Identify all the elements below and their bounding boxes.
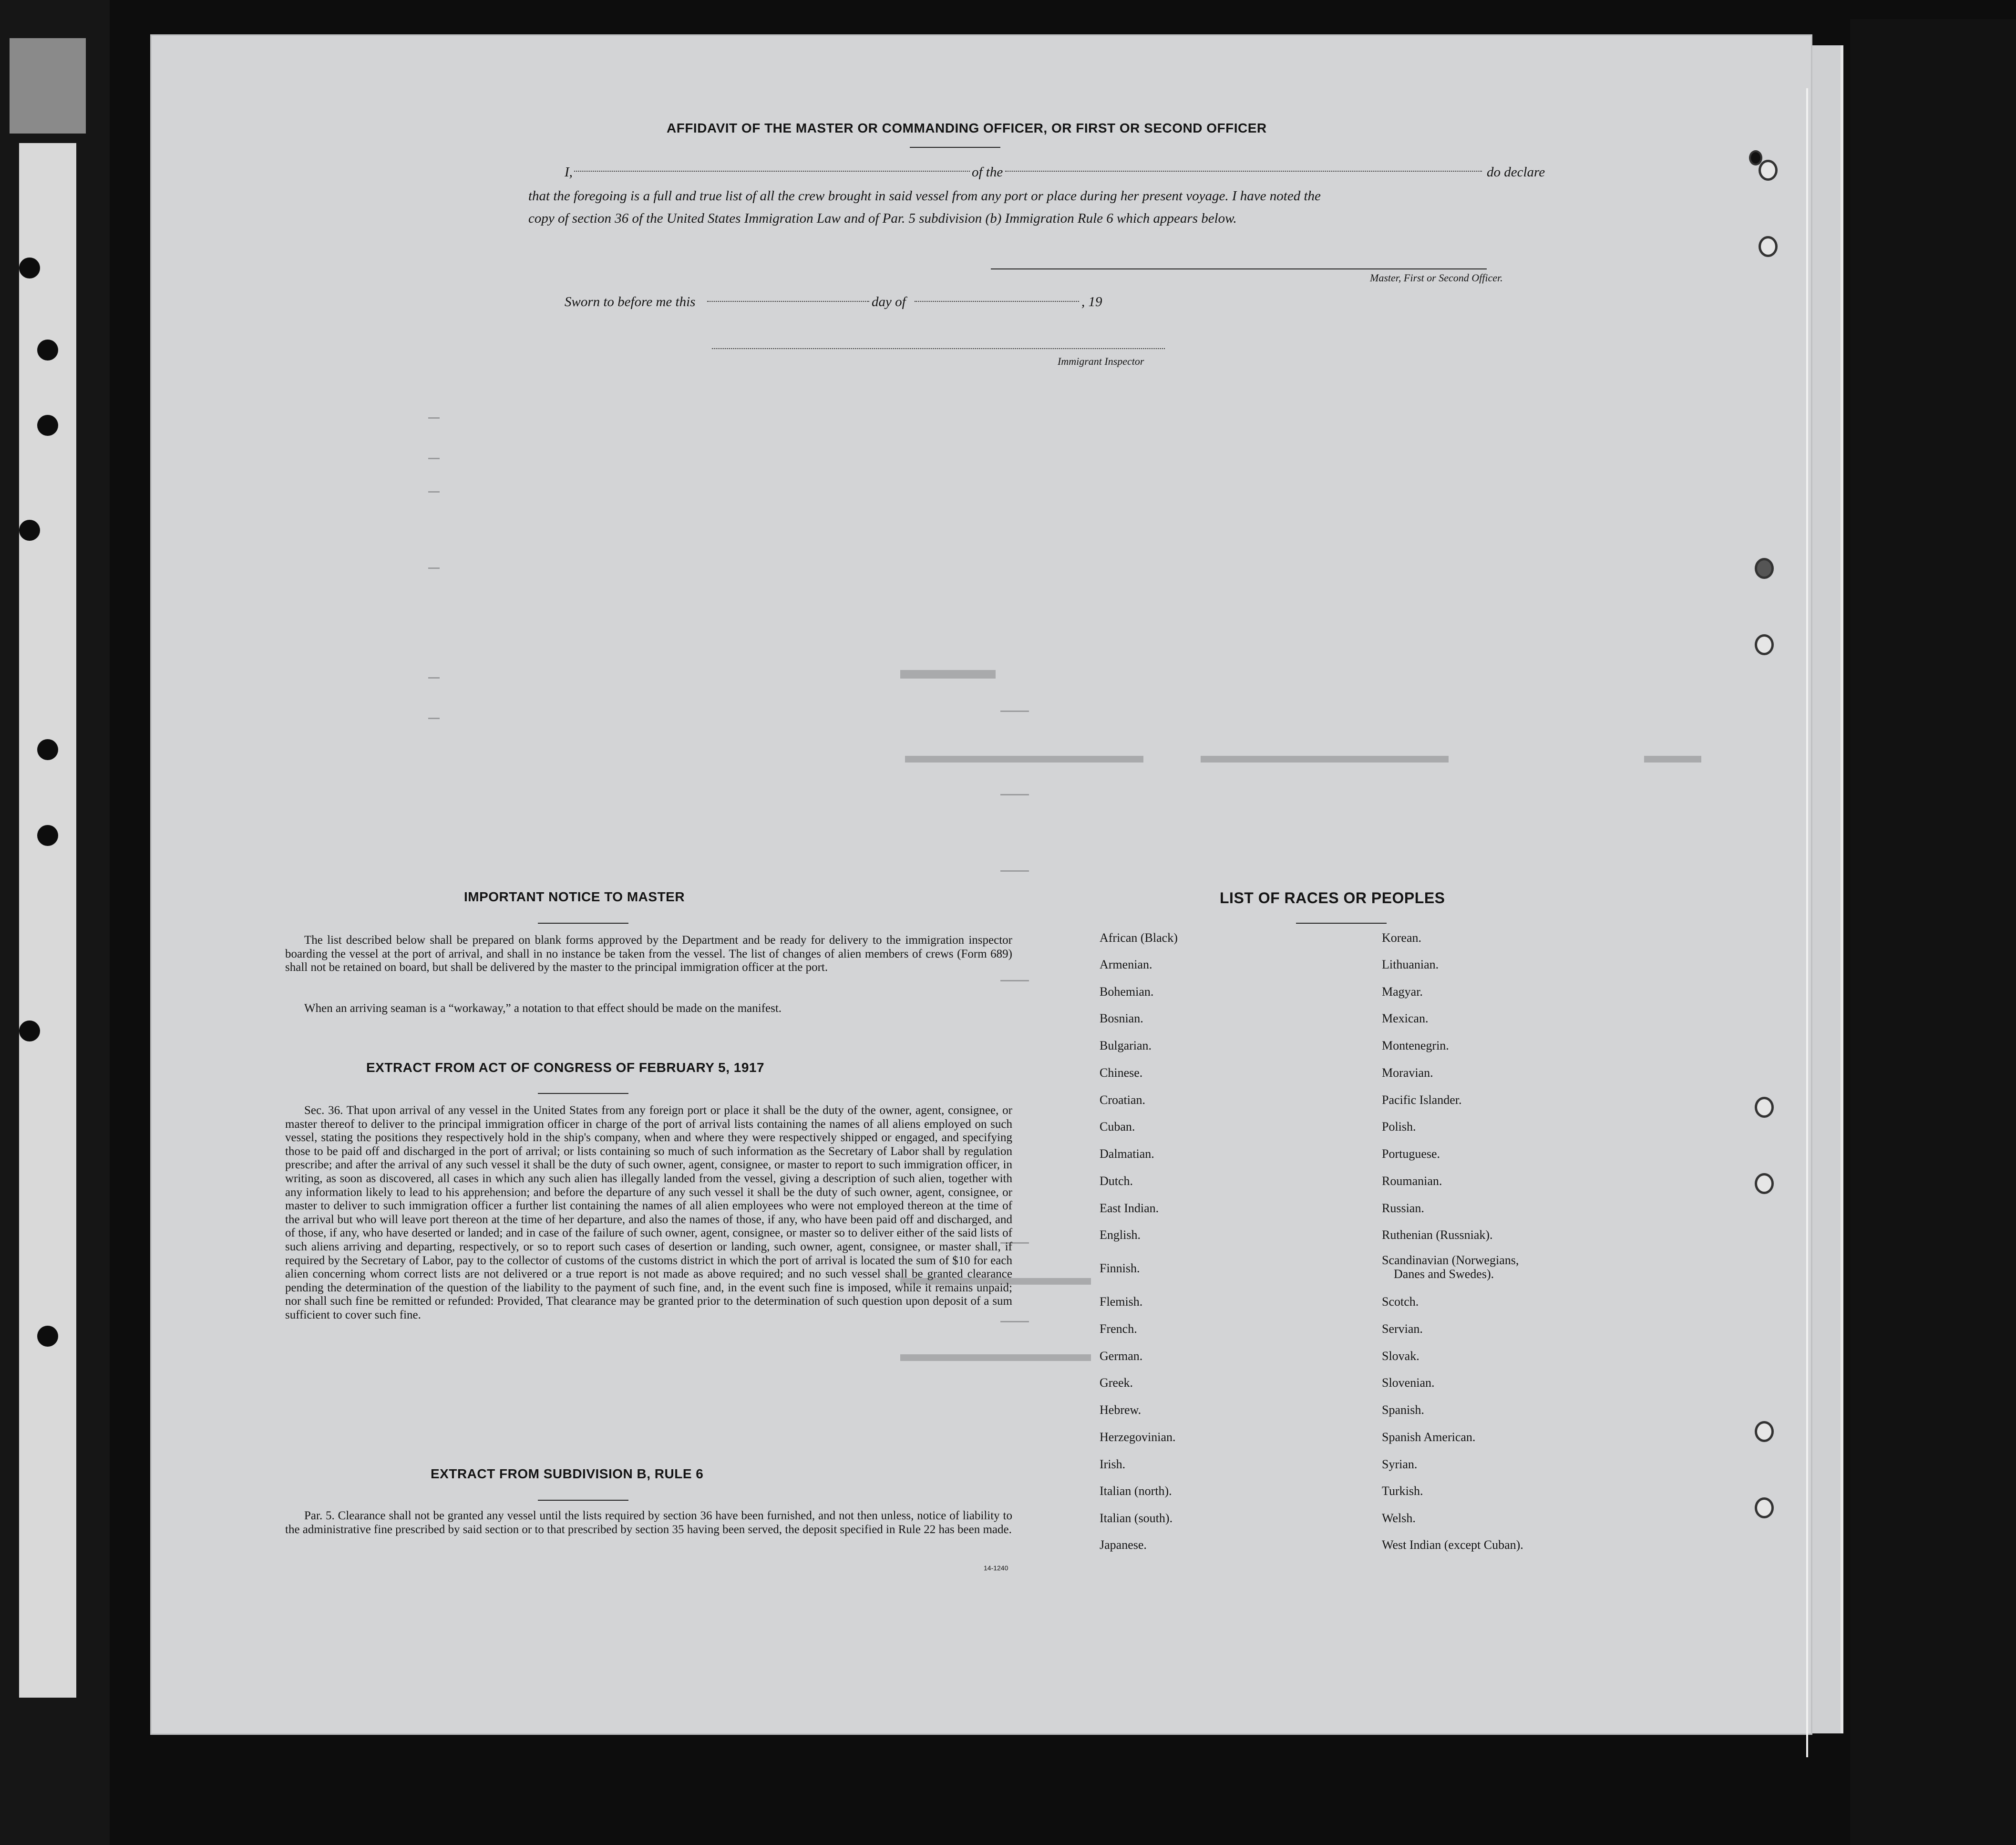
race-item: Scandinavian (Norwegians,: [1382, 1253, 1519, 1267]
bleed-mark: [428, 718, 440, 719]
race-item: Irish.: [1100, 1457, 1126, 1471]
bleed-mark: [428, 491, 440, 493]
race-item: Armenian.: [1100, 958, 1152, 971]
heading-underline: [538, 1500, 628, 1501]
signature-caption: Master, First or Second Officer.: [1370, 272, 1503, 284]
inspector-caption: Immigrant Inspector: [1058, 355, 1144, 367]
bleed-mark: [428, 677, 440, 679]
extract-rule-heading: EXTRACT FROM SUBDIVISION B, RULE 6: [431, 1466, 704, 1481]
extract-act-text: Sec. 36. That upon arrival of any vessel in the United States from any foreign port or place it shall be the duty of the owner, agent, consignee, or master thereof to deliver to the principal immigration officer in charge of the port of arrival lists containing the names of all aliens employed on such vessel, stating the positions they respectively hold in the ship's company, when and where they were respectively shipped or engaged, and specifying those to be paid off and discharged in the port of arrival; or lists containing so much of such information as the Secretary of Labor shall by regulation prescribe; and after the arrival of any such vessel it shall be the duty of such owner, agent, consignee, or master to report to such immigration officer, in writing, as soon as discovered, all cases in which any such alien has illegally landed from the vessel, giving a description of such alien, together with any information likely to lead to his apprehension; and before the departure of any such vessel it shall be the duty of such owner, agent, consignee, or master to deliver to such immigration officer a further list containing the names of all alien employees who were not employed thereon at the time of the arrival but who will leave port thereon at the time of her departure, and also the names of those, if any, who have been paid off and discharged, and of those, if any, who have deserted or landed; and in case of the failure of such owner, agent, consignee, or master so to deliver either of the said lists of such aliens arriving and departing, respectively, or so to report such cases of desertion or landing, such owner, agent, consignee, or master shall, if required by the Secretary of Labor, pay to the collector of customs of the customs district in which the port of arrival is located the sum of $10 for each alien concerning whom correct lists are not delivered or a true report is not made as above required; and no such vessel shall be granted clearance pending the determination of the question of the liability to the payment of such fine, and, in the event such fine is imposed, while it remains unpaid; nor shall such fine be remitted or refunded: Provided, That clearance may be granted prior to the determination of such question upon deposit of a sum sufficient to cover such fine.: [285, 1104, 1012, 1321]
signature-line[interactable]: [991, 268, 1487, 269]
race-item: Montenegrin.: [1382, 1039, 1449, 1052]
race-item: Syrian.: [1382, 1457, 1418, 1471]
race-item: Scotch.: [1382, 1295, 1419, 1309]
punch-hole: [1755, 1173, 1774, 1194]
affidavit-line-2: that the foregoing is a full and true list of all the crew brought in said vessel from any port or place during her present voyage. I have noted the: [528, 188, 1321, 204]
affidavit-heading: AFFIDAVIT OF THE MASTER OR COMMANDING OFFICER, OR FIRST OR SECOND OFFICER: [667, 121, 1267, 135]
race-item: Roumanian.: [1382, 1174, 1442, 1188]
sworn-month-line[interactable]: [915, 301, 1079, 302]
race-item: Spanish.: [1382, 1403, 1424, 1417]
punch-hole: [1755, 1421, 1774, 1442]
bleed-mark: [428, 417, 440, 419]
bleed-block: [1644, 756, 1701, 763]
race-item: Italian (north).: [1100, 1484, 1172, 1498]
sworn-label: Sworn to before me this: [565, 294, 696, 309]
race-item: Mexican.: [1382, 1011, 1429, 1025]
binder-hole: [37, 415, 58, 436]
punch-hole: [1755, 1097, 1774, 1118]
race-item: Moravian.: [1382, 1066, 1433, 1080]
race-item: Hebrew.: [1100, 1403, 1142, 1417]
race-item: Bohemian.: [1100, 985, 1154, 999]
bleed-mark: [1000, 794, 1029, 795]
race-item: Greek.: [1100, 1376, 1133, 1390]
notice-paragraph-1: The list described below shall be prepared on blank forms approved by the Department and be ready for delivery to the immigration inspector boarding the vessel at the port of arrival, and shall in no instance be taken from the vessel. The list of changes of alien members of crews (Form 689) shall not be retained on board, but shall be delivered by the master to the principal immigration officer at the port.: [285, 934, 1012, 974]
binder-hole: [37, 1326, 58, 1347]
affidavit-line-3: copy of section 36 of the United States Immigration Law and of Par. 5 subdivision (b) Immigration Rule 6 which appears below.: [528, 211, 1237, 226]
binder-hole: [19, 258, 40, 278]
document-page: [152, 36, 1811, 1733]
race-item: Russian.: [1382, 1201, 1424, 1215]
binder-hole: [19, 520, 40, 541]
master-name-line[interactable]: [574, 171, 970, 172]
race-item: Bulgarian.: [1100, 1039, 1152, 1052]
race-item: Croatian.: [1100, 1093, 1146, 1107]
race-item: Pacific Islander.: [1382, 1093, 1462, 1107]
race-item: Magyar.: [1382, 985, 1423, 999]
race-item: African (Black): [1100, 931, 1178, 945]
race-item: Polish.: [1382, 1120, 1416, 1134]
race-item: English.: [1100, 1228, 1141, 1242]
race-item: Korean.: [1382, 931, 1422, 945]
page-edge-line: [1806, 88, 1808, 1757]
race-item: Spanish American.: [1382, 1430, 1476, 1444]
race-item: Japanese.: [1100, 1538, 1147, 1552]
affidavit-i-label: I,: [565, 165, 573, 180]
race-item: Ruthenian (Russniak).: [1382, 1228, 1493, 1242]
binder-strip: [19, 143, 76, 1698]
race-item-continued: Danes and Swedes).: [1394, 1267, 1494, 1281]
heading-underline: [910, 147, 1000, 148]
binder-hole: [37, 340, 58, 361]
binder-hole: [19, 1020, 40, 1041]
bleed-mark: [428, 458, 440, 459]
race-item: Turkish.: [1382, 1484, 1423, 1498]
background-shadow: [1850, 19, 2016, 1845]
race-item: Herzegovinian.: [1100, 1430, 1176, 1444]
punch-hole: [1759, 160, 1778, 181]
day-of-label: day of: [872, 294, 906, 309]
binder-hole: [37, 739, 58, 760]
bleed-block: [900, 1354, 1091, 1361]
extract-act-heading: EXTRACT FROM ACT OF CONGRESS OF FEBRUARY 5, 1917: [366, 1060, 765, 1075]
race-item: Dalmatian.: [1100, 1147, 1154, 1161]
race-item: East Indian.: [1100, 1201, 1159, 1215]
race-item: West Indian (except Cuban).: [1382, 1538, 1523, 1552]
binder-hole: [37, 825, 58, 846]
form-number: 14-1240: [984, 1564, 1008, 1572]
notice-paragraph-2: When an arriving seaman is a “workaway,” a notation to that effect should be made on the manifest.: [304, 1002, 782, 1015]
race-item: Bosnian.: [1100, 1011, 1143, 1025]
race-item: Lithuanian.: [1382, 958, 1439, 971]
inspector-signature-line[interactable]: [712, 348, 1165, 349]
race-item: Slovak.: [1382, 1349, 1419, 1363]
affidavit-do-declare: do declare: [1487, 165, 1545, 180]
punch-hole: [1755, 1497, 1774, 1518]
races-heading: LIST OF RACES OR PEOPLES: [1220, 889, 1445, 907]
bleed-block: [900, 670, 996, 679]
heading-underline: [538, 923, 628, 924]
race-item: Servian.: [1382, 1322, 1423, 1336]
race-item: Chinese.: [1100, 1066, 1143, 1080]
binder-tab: [10, 38, 86, 134]
punch-hole: [1755, 558, 1774, 579]
race-item: Portuguese.: [1382, 1147, 1440, 1161]
extract-rule-text: Par. 5. Clearance shall not be granted any vessel until the lists required by section 36 have been furnished, and not then unless, notice of liability to the administrative fine prescribed by said section or to that prescribed by section 35 having been served, the deposit specified in Rule 22 has been made.: [285, 1509, 1012, 1536]
heading-underline: [538, 1093, 628, 1094]
bleed-block: [905, 756, 1143, 763]
heading-underline: [1296, 923, 1387, 924]
bleed-mark: [1000, 711, 1029, 712]
race-item: French.: [1100, 1322, 1137, 1336]
bleed-mark: [1000, 870, 1029, 872]
binder-edge: [0, 0, 110, 1845]
punch-hole: [1755, 634, 1774, 655]
race-item: Welsh.: [1382, 1511, 1416, 1525]
notice-heading: IMPORTANT NOTICE TO MASTER: [464, 889, 685, 904]
affidavit-of-the-label: of the: [972, 165, 1003, 180]
punch-hole: [1759, 236, 1778, 257]
race-item: Slovenian.: [1382, 1376, 1435, 1390]
race-item: Flemish.: [1100, 1295, 1143, 1309]
race-item: Finnish.: [1100, 1261, 1140, 1275]
vessel-name-line[interactable]: [1005, 171, 1482, 172]
race-item: Italian (south).: [1100, 1511, 1173, 1525]
bleed-block: [1201, 756, 1449, 763]
race-item: German.: [1100, 1349, 1143, 1363]
race-item: Dutch.: [1100, 1174, 1133, 1188]
race-item: Cuban.: [1100, 1120, 1135, 1134]
year-prefix: , 19: [1081, 294, 1102, 309]
punch-hole: [1749, 150, 1762, 165]
bleed-mark: [1000, 980, 1029, 981]
sworn-day-line[interactable]: [707, 301, 869, 302]
bleed-mark: [428, 567, 440, 569]
